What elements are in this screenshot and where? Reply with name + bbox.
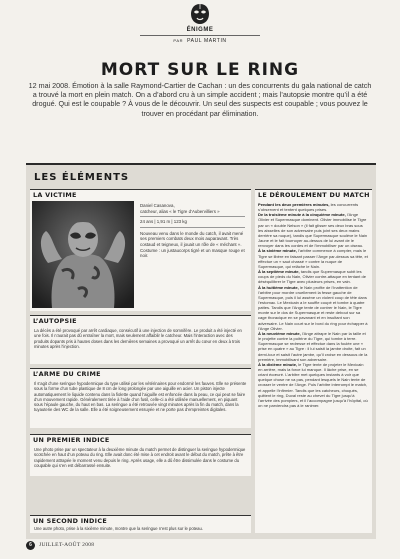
match-para-lead: À la neuvième minute, [258, 330, 301, 336]
match-para-text: les concurrents s’observent et tentent quelques prises. [258, 202, 359, 213]
clue1-text: Une photo prise par un spectateur à la deuxième minute du match permet de distinguer la seringue hypodermique scotchée en haut d’un poteau du ring. Elle avait donc été mise à cet endroit avant le début du match, prête à être rapidement attrapée le moment venu depuis le ring. Après usage, elle a dû être dissimulée dans le costume du coupable qui s’en est débarrassé ensuite. [30, 444, 251, 476]
victim-photo [32, 201, 134, 308]
match-para-lead: À la sixième minute, [258, 248, 297, 254]
page-number: 6 [26, 541, 35, 550]
victim-stats-rule-bottom [140, 227, 245, 228]
clue1-heading: UN PREMIER INDICE [30, 434, 251, 445]
victim-heading: LA VICTIME [30, 189, 251, 200]
match-para [258, 285, 369, 331]
clue2-heading: UN SECOND INDICE [30, 515, 251, 526]
victim-role: catcheur, alias « le Tigre d’Aubervilliers » [140, 208, 220, 214]
issue-date: JUILLET-AOÛT 2008 [39, 542, 95, 548]
rubric-label: ÉNIGME [186, 27, 214, 33]
article-title: MORT SUR LE RING [100, 60, 300, 80]
weapon-text: Il s’agit d’une seringue hypodermique du type utilisé par les vétérinaires pour endormir les fauves. Elle se présente sous la forme d’un tube plastique de 8 cm de long prolongée par une aiguille en acier. Un piston injecte automatiquement le liquide contenu dans la fiolette quand l’aiguille est enfoncée dans la peau, ce qui peut se faire d’un mouvement rapide. Généralement tirée à l’aide d’un fusil, celle-ci a été utilisée manuellement, en piquant sous l’épaule gauche, du haut en bas. La seringue a été retrouvée vingt minutes après la fin du match, dans la tuyauterie des WC de la salle. Elle a été soigneusement essuyée et ne porte pas d’empreintes digitales. [30, 378, 251, 428]
match-para [258, 248, 369, 269]
match-para [258, 362, 369, 408]
weapon-heading: L’ARME DU CRIME [30, 368, 251, 379]
left-column [30, 189, 251, 533]
match-para [258, 212, 369, 248]
victim-stats: 24 ans | 1,91 m | 123 kg [140, 219, 187, 225]
match-para-lead: De la troisième minute à la cinquième minute, [258, 212, 346, 218]
match-para-text: l’Ange Olivier et Supermasque dominent. Olivier immobilise le Tigre par un « double Nelson » (il fait glisser ses deux bras sous les aisselles de son adversaire puis joint ses deux mains derrière sa nuque), tandis que Supermasque soulève le Nain Jaune et le fait tournoyer au-dessus de lui avant de le renvoyer dans les cordes et de l’immobiliser par un ciseau. [258, 212, 368, 249]
victim-bio: Nouveau venu dans le monde du catch, il avait mené ses premiers combats deux mois auparavant. Très costaud et teigneux, il jouait un rôle de « méchant ». [140, 230, 244, 247]
match-para-lead: Pendant les deux premières minutes, [258, 202, 330, 207]
byline-prefix: PAR [173, 38, 184, 43]
autopsy-text: La décès a été provoqué par arrêt cardiaque, consécutif à une injection de somnifère. Le produit a été injecté en une fois. Il n’aurait pas dû entraîner la mort, mais seulement affaiblir le catcheur. Mais l’interaction avec des produits dopants pris à hautes doses dans les dernières semaines a provoqué un arrêt du cœur en deux à trois minutes après l’injection. [30, 325, 251, 364]
match-para [258, 331, 369, 362]
wrestler-mask-icon [188, 3, 212, 25]
victim-stats-rule [140, 216, 245, 217]
match-para-text: l’arbitre commence à compter, mais le Tigre se libère en faisant passer l’Ange par-dessus sa tête, et effectue un « saut chassé » contre la nuque de Supermasque, qui relâche le Nain. [258, 248, 368, 269]
match-text [255, 199, 372, 533]
match-para-lead: À la septième minute, [258, 269, 300, 275]
match-para-text: le Nain profite de l’inattention de l’arbitre pour mordre cruellement la fesse gauche de Supermasque, puis il lui assène un violent coup de tête dans l’estomac. Le Mexicain a le souffle coupé et tombe à quatre pattes. Tandis que l’Ange tente de contrer le Nain, le Tigre monte sur le dos de Supermasque et reste debout sur sa cage thoracique en se pavanant et en insultant son adversaire. Le Nain court sur le bord du ring pour échapper à l’Ange Olivier. [258, 284, 368, 331]
clue2-text: Une autre photo, prise à la sixième minute, montre que la seringue n’est plus sur le poteau. [30, 525, 251, 533]
byline [0, 38, 400, 44]
match-para-lead: À la dixième minute, [258, 361, 298, 367]
page-footer [26, 541, 386, 551]
right-column [255, 189, 372, 533]
section-title: LES ÉLÉMENTS [34, 172, 130, 183]
victim-name: Daniel Casanova, [140, 203, 175, 208]
match-heading: LE DÉROULEMENT DU MATCH [255, 189, 372, 200]
match-para-text: l’Ange attrape le Nain par la taille et le projette contre la poitrine du Tigre, qui tombe à terre. Supermasque se redresse et effectue dans la foulée une « prise en quatre » au Tigre : il lui saisit la jambe droite, fait un demi-tour et saisit l’autre jambe, qu’il croise en dessous de la première, immobilisant son adversaire. [258, 330, 368, 362]
match-para-lead: À la huitième minute, [258, 284, 299, 290]
header-divider [140, 35, 260, 36]
autopsy-heading: L’AUTOPSIE [30, 315, 251, 326]
match-para [258, 269, 369, 284]
victim-box [30, 199, 251, 311]
match-para [258, 202, 369, 212]
article-lede: 12 mai 2008. Émotion à la salle Raymond-Cartier de Cachan : un des concurrents du gala national de catch a trouvé la mort en plein match. On a d’abord cru à un simple accident ; mais l’autopsie montre qu’il a été drogué. Qui est le coupable ? À vous de le découvrir. Un seul des suspects est coupable ; vous pouvez le trouver en procédant par élimination. [28, 81, 372, 118]
victim-info [140, 203, 245, 259]
victim-costume: Costume : un justaucorps tigré et un masque rouge et noir. [140, 247, 245, 259]
match-para-text: tandis que Supermasque subit les coups de pieds du Nain, Olivier contre-attaque en tentant de déséquilibrer le Tigre avec plusieurs prises, en vain. [258, 269, 366, 285]
match-para-text: le Tigre tente de projeter le Mexicain en arrière, mais la force lui manque. Il lâche prise, en se criant écœuré. L’arbitre met quelques instants à voir que quelque chose ne va pas, pendant lesquels le Nain tente de crosser le ventre de l’Ange. Puis l’arbitre interrompt le match, et appelle l’infirmier. Tandis que les catcheurs, choqués, quittent le ring, Duval reste au chevet du Tigre jusqu’à l’arrivée des pompiers, et il l’accompagne jusqu’à l’hôpital, où on ne parviendra pas à le ranimer. [258, 361, 368, 409]
author-name: PAUL MARTIN [187, 38, 227, 44]
